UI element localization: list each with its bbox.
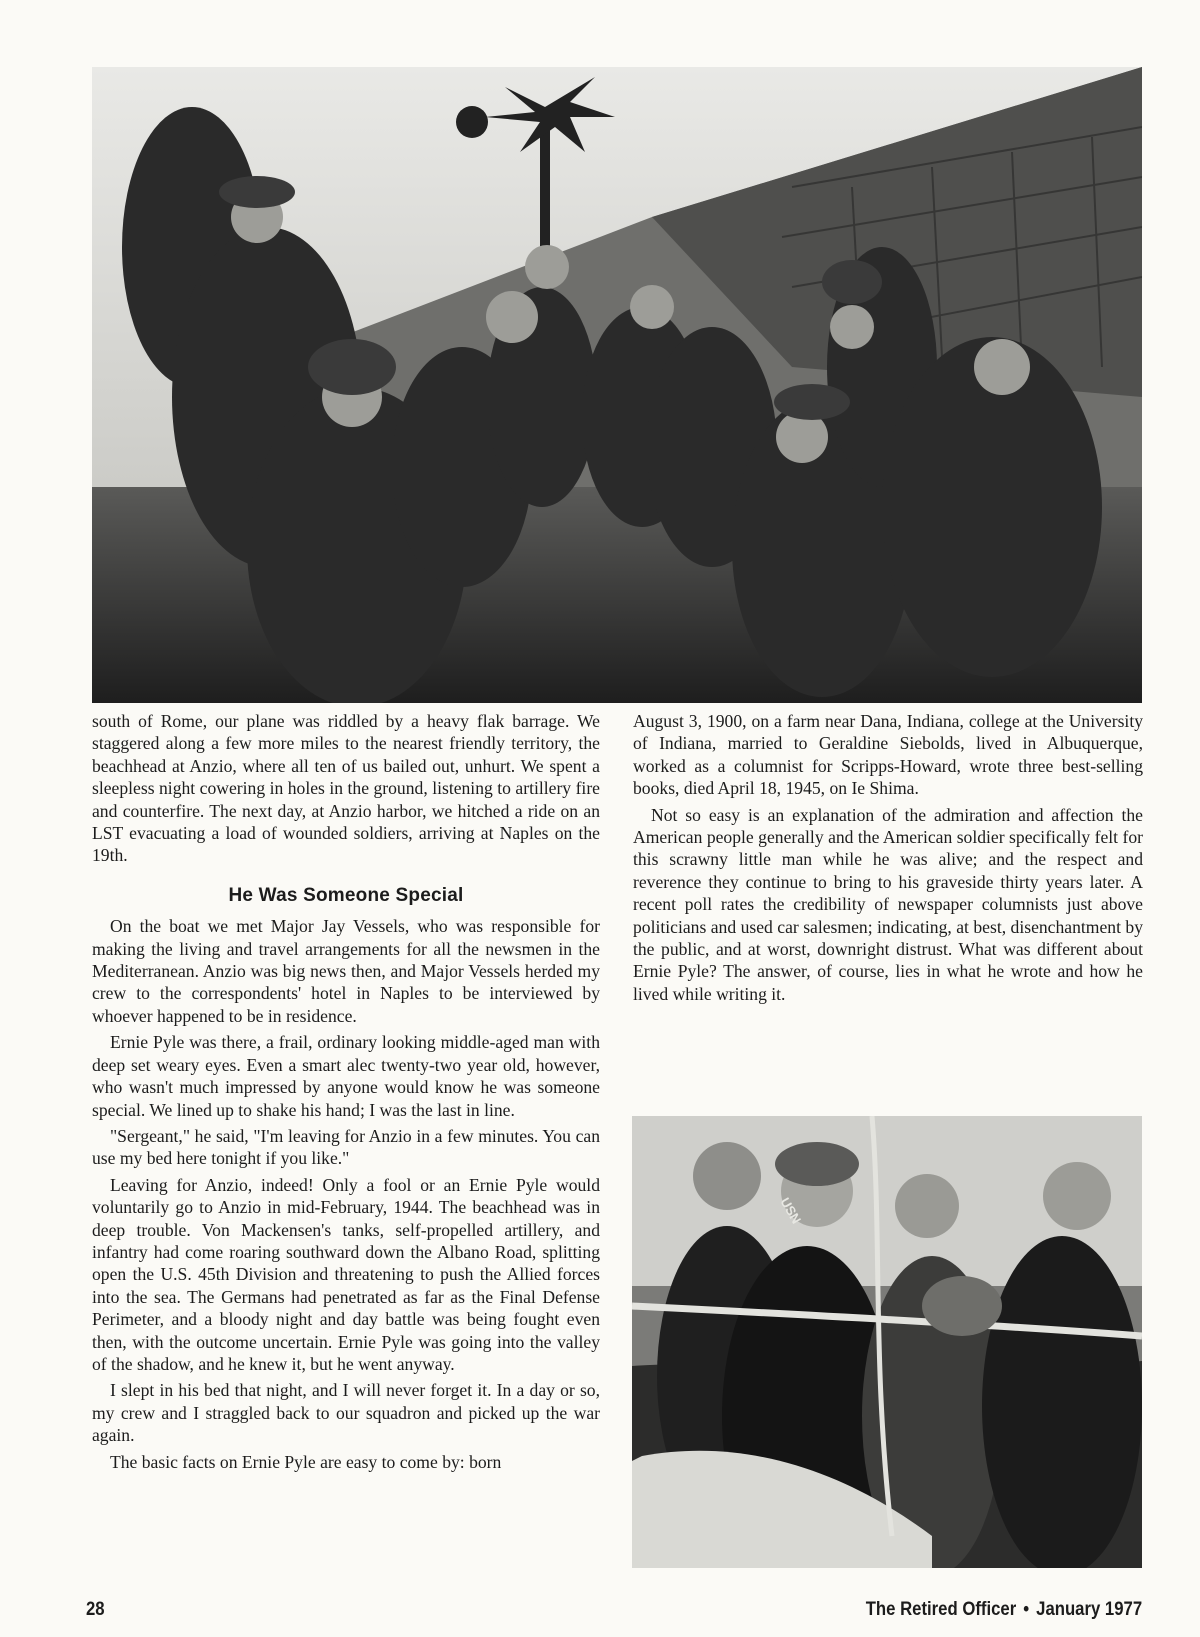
- paragraph: "Sergeant," he said, "I'm leaving for Anzio in a few minutes. You can use my bed here tonight if you like.": [92, 1125, 600, 1169]
- paragraph: I slept in his bed that night, and I will never forget it. In a day or so, my crew and I straggled back to our squadron and picked up the war again.: [92, 1380, 600, 1446]
- page-number: 28: [86, 1599, 105, 1620]
- article-right-column: [633, 710, 1143, 1005]
- section-heading: He Was Someone Special: [228, 884, 464, 906]
- photo-men-on-ship: [632, 1116, 1142, 1568]
- paragraph: The basic facts on Ernie Pyle are easy to come by: born: [110, 1451, 502, 1472]
- paragraph: south of Rome, our plane was riddled by a heavy flak barrage. We staggered along a few more miles to the nearest friendly territory, the beachhead at Anzio, where all ten of us bailed out, unhurt. We spent a sleepless night cowering in holes in the ground, listening to artillery fire and counterfire. The next day, at Anzio harbor, we hitched a ride on an LST evacuating a load of wounded soldiers, arriving at Naples on the 19th.: [92, 711, 600, 866]
- publication-name: The Retired Officer: [865, 1599, 1017, 1620]
- paragraph: Not so easy is an explanation of the admiration and affection the American people generally and the American soldier specifically felt for this scrawny little man while he was alive; and the respect and reverence they continue to bring to his graveside thirty years later. A recent poll rates the credibility of newspaper columnists just above politicians and used car salesmen; indicating, at best, disenchantment by the public, and at worst, downright distrust. What was different about Ernie Pyle? The answer, of course, lies in what he wrote and how he lived while writing it.: [633, 804, 1143, 1004]
- paragraph: August 3, 1900, on a farm near Dana, Indiana, college at the University of Indiana, married to Geraldine Siebolds, lived in Albuquerque, worked as a columnist for Scripps-Howard, wrote three best-selling books, died April 18, 1945, on Ie Shima.: [633, 711, 1143, 799]
- footer-separator: •: [1023, 1599, 1029, 1620]
- paragraph: Ernie Pyle was there, a frail, ordinary looking middle-aged man with deep set weary eyes. Even a smart alec twenty-two year old, however, who wasn't much impressed by anyone would know he was someone special. We lined up to shake his hand; I was the last in line.: [92, 1032, 600, 1120]
- footer-publication-info: [866, 1599, 1142, 1621]
- photo-soldiers-hillside: [92, 67, 1142, 703]
- article-left-column: [92, 710, 600, 1473]
- photo-usn-lettering: USN: [777, 1195, 805, 1227]
- paragraph: Leaving for Anzio, indeed! Only a fool or an Ernie Pyle would voluntarily go to Anzio in mid-February, 1944. The beachhead was in deep trouble. Von Mackensen's tanks, self-propelled artillery, and infantry had come roaring southward down the Albano Road, splitting open the U.S. 45th Division and threatening to push the Allied forces into the sea. The Germans had penetrated as far as the Final Defense Perimeter, and a bloody night and day battle was being fought even then, with the outcome uncertain. Ernie Pyle was going into the valley of the shadow, and he knew it, but he went anyway.: [92, 1174, 600, 1374]
- paragraph: On the boat we met Major Jay Vessels, who was responsible for making the living and travel arrangements for all the newsmen in the Mediterranean. Anzio was big news then, and Major Vessels herded my crew to the correspondents' hotel in Naples to be interviewed by whoever happened to be in residence.: [92, 916, 600, 1026]
- publication-date: January 1977: [1036, 1599, 1142, 1620]
